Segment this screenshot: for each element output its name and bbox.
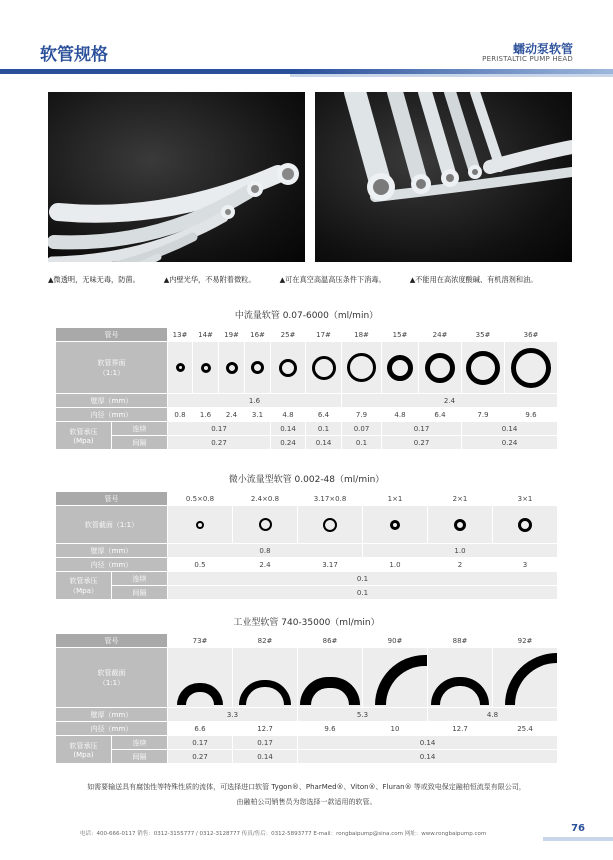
tube-section [233, 648, 298, 708]
page-number: 76 [571, 823, 585, 834]
pressure-value: 0.14 [462, 422, 558, 436]
caption-item: ▲不能用在高浓度酸碱、有机溶剂和油。 [409, 275, 538, 284]
col-header: 82# [233, 634, 298, 648]
section-label-sub: （1:1） [98, 678, 125, 687]
tube-section [363, 648, 428, 708]
caption-item: ▲内壁光华，不易附着微粒。 [163, 275, 256, 284]
pressure-value: 0.27 [382, 436, 462, 450]
wall-value: 1.0 [363, 544, 558, 558]
pressure-value: 0.17 [382, 422, 462, 436]
tube-photo-right-drawing [315, 92, 572, 262]
tube-section [168, 342, 193, 394]
tube-section [168, 506, 233, 544]
col-header: 73# [168, 634, 233, 648]
spec-table-industrial [55, 633, 558, 764]
table3-header-label: 管号 [56, 634, 168, 648]
tube-section [342, 342, 382, 394]
table1-title: 中流量软管 0.07-6000（ml/min） [234, 311, 379, 321]
pressure-value: 0.24 [271, 436, 306, 450]
col-header: 90# [363, 634, 428, 648]
pressure-unit: (Mpa) [73, 436, 94, 445]
tube-section [271, 342, 306, 394]
id-value: 0.8 [168, 408, 193, 422]
id-value: 3.1 [245, 408, 271, 422]
wall-value: 4.8 [428, 708, 558, 722]
page-title: 软管规格 [40, 45, 108, 65]
wall-value: 2.4 [342, 394, 558, 408]
id-value: 7.9 [342, 408, 382, 422]
pressure-label-text: 软管承压 [69, 576, 98, 585]
col-header: 2.4×0.8 [233, 492, 298, 506]
tube-section [245, 342, 271, 394]
tube-section [505, 342, 558, 394]
id-value: 9.6 [505, 408, 558, 422]
tube-section [298, 506, 363, 544]
section-subtitle: PERISTALTIC PUMP HEAD [482, 55, 573, 63]
col-header: 13# [168, 328, 193, 342]
wall-label: 壁厚（mm） [56, 544, 168, 558]
contact-info: 电话：400-666-0117 销售：0312-3155777 / 0312-3128777 传真/售后：0312-5893777 E-mail：rongbaipump@sina.com 网址：www.rongbaipump.com [80, 831, 487, 837]
tube-section [382, 342, 419, 394]
id-value: 1.6 [193, 408, 219, 422]
id-value: 10 [363, 722, 428, 736]
section-label-text: 软管界面 [97, 358, 126, 367]
pressure-value: 0.1 [342, 436, 382, 450]
col-header: 16# [245, 328, 271, 342]
wall-value: 1.6 [168, 394, 342, 408]
table1-header-label: 管号 [56, 328, 168, 342]
tube-section [493, 648, 558, 708]
id-label: 内径（mm） [56, 408, 168, 422]
col-header: 18# [342, 328, 382, 342]
footer-note-line2: 由融柏公司销售员为您选择一款适用的软管。 [236, 798, 377, 806]
continuous-label: 连续 [112, 572, 168, 586]
col-header: 35# [462, 328, 505, 342]
tube-section [493, 506, 558, 544]
id-value: 7.9 [462, 408, 505, 422]
header-bar-accent [290, 74, 613, 77]
id-value: 4.8 [271, 408, 306, 422]
tube-photo-left [48, 92, 305, 262]
id-value: 6.6 [168, 722, 233, 736]
col-header: 14# [193, 328, 219, 342]
id-value: 0.5 [168, 558, 233, 572]
pressure-value: 0.14 [306, 436, 342, 450]
tube-section [462, 342, 505, 394]
pressure-label-text: 软管承压 [69, 741, 98, 750]
col-header: 1×1 [363, 492, 428, 506]
id-value: 12.7 [428, 722, 493, 736]
id-value: 2.4 [219, 408, 245, 422]
id-value: 2.4 [233, 558, 298, 572]
pressure-value: 0.14 [298, 736, 558, 750]
pressure-value: 0.07 [342, 422, 382, 436]
pressure-value: 0.27 [168, 436, 271, 450]
id-value: 6.4 [419, 408, 462, 422]
wall-value: 0.8 [168, 544, 363, 558]
col-header: 3.17×0.8 [298, 492, 363, 506]
pressure-value: 0.14 [271, 422, 306, 436]
section-label-sub: （1:1） [98, 368, 125, 377]
table2-header-label: 管号 [56, 492, 168, 506]
tube-section [428, 648, 493, 708]
pressure-label [56, 736, 112, 764]
col-header: 24# [419, 328, 462, 342]
col-header: 3×1 [493, 492, 558, 506]
tube-section [193, 342, 219, 394]
intermittent-label: 间隔 [112, 750, 168, 764]
id-value: 6.4 [306, 408, 342, 422]
table2-title: 微小流量型软管 0.002-48（ml/min） [228, 475, 385, 485]
id-value: 12.7 [233, 722, 298, 736]
tube-section [428, 506, 493, 544]
col-header: 17# [306, 328, 342, 342]
col-header: 15# [382, 328, 419, 342]
col-header: 19# [219, 328, 245, 342]
section-label-text: 软管截面 [97, 668, 126, 677]
tube-section [233, 506, 298, 544]
id-label: 内径（mm） [56, 722, 168, 736]
caption-item: ▲微透明，无味无毒，防菌。 [48, 275, 140, 284]
id-value: 9.6 [298, 722, 363, 736]
tube-section [168, 648, 233, 708]
pressure-value: 0.24 [462, 436, 558, 450]
pressure-value: 0.1 [168, 586, 558, 600]
intermittent-label: 间隔 [112, 586, 168, 600]
id-value: 1.0 [363, 558, 428, 572]
feature-captions [48, 275, 568, 285]
tube-section [419, 342, 462, 394]
col-header: 0.5×0.8 [168, 492, 233, 506]
col-header: 86# [298, 634, 363, 648]
pressure-unit: （Mpa） [69, 586, 98, 595]
tube-section [219, 342, 245, 394]
footer-note-line1: 如需要输送具有腐蚀性等特殊性质的流体，可选择进口软管 Tygon®、PharMed®、Viton®、Fluran® 等或致电保定融柏恒流泵有限公司， [87, 783, 526, 791]
table3-title: 工业型软管 740-35000（ml/min） [233, 618, 380, 628]
col-header: 92# [493, 634, 558, 648]
tube-photo-right [315, 92, 572, 262]
section-label: 软管截面（1:1） [56, 506, 168, 544]
wall-value: 5.3 [298, 708, 428, 722]
section-title: 蠕动泵软管 [512, 42, 573, 56]
continuous-label: 连续 [112, 422, 168, 436]
col-header: 88# [428, 634, 493, 648]
pressure-label [56, 422, 112, 450]
col-header: 2×1 [428, 492, 493, 506]
pressure-value: 0.17 [168, 736, 233, 750]
pressure-label [56, 572, 112, 600]
continuous-label: 连续 [112, 736, 168, 750]
pressure-value: 0.27 [168, 750, 233, 764]
pressure-label-text: 软管承压 [69, 427, 98, 436]
id-label: 内径（mm） [56, 558, 168, 572]
tube-section [363, 506, 428, 544]
col-header: 25# [271, 328, 306, 342]
page-header [0, 0, 613, 80]
section-label [56, 648, 168, 708]
pressure-value: 0.14 [298, 750, 558, 764]
pressure-value: 0.17 [168, 422, 271, 436]
pressure-value: 0.14 [233, 750, 298, 764]
tube-photo-left-drawing [48, 92, 305, 262]
id-value: 3 [493, 558, 558, 572]
section-label [56, 342, 168, 394]
intermittent-label: 间隔 [112, 436, 168, 450]
caption-item: ▲可在真空高温高压条件下消毒。 [279, 275, 386, 284]
pressure-value: 0.1 [168, 572, 558, 586]
tube-section [298, 648, 363, 708]
wall-value: 3.3 [168, 708, 298, 722]
pressure-unit: (Mpa) [73, 750, 94, 759]
wall-label: 壁厚（mm） [56, 394, 168, 408]
pressure-value: 0.1 [306, 422, 342, 436]
id-value: 2 [428, 558, 493, 572]
spec-table-medium-flow [55, 327, 558, 450]
id-value: 3.17 [298, 558, 363, 572]
page-number-bar [543, 837, 613, 841]
wall-label: 壁厚（mm） [56, 708, 168, 722]
tube-section [306, 342, 342, 394]
col-header: 36# [505, 328, 558, 342]
pressure-value: 0.17 [233, 736, 298, 750]
spec-table-micro-flow [55, 491, 558, 600]
id-value: 4.8 [382, 408, 419, 422]
id-value: 25.4 [493, 722, 558, 736]
